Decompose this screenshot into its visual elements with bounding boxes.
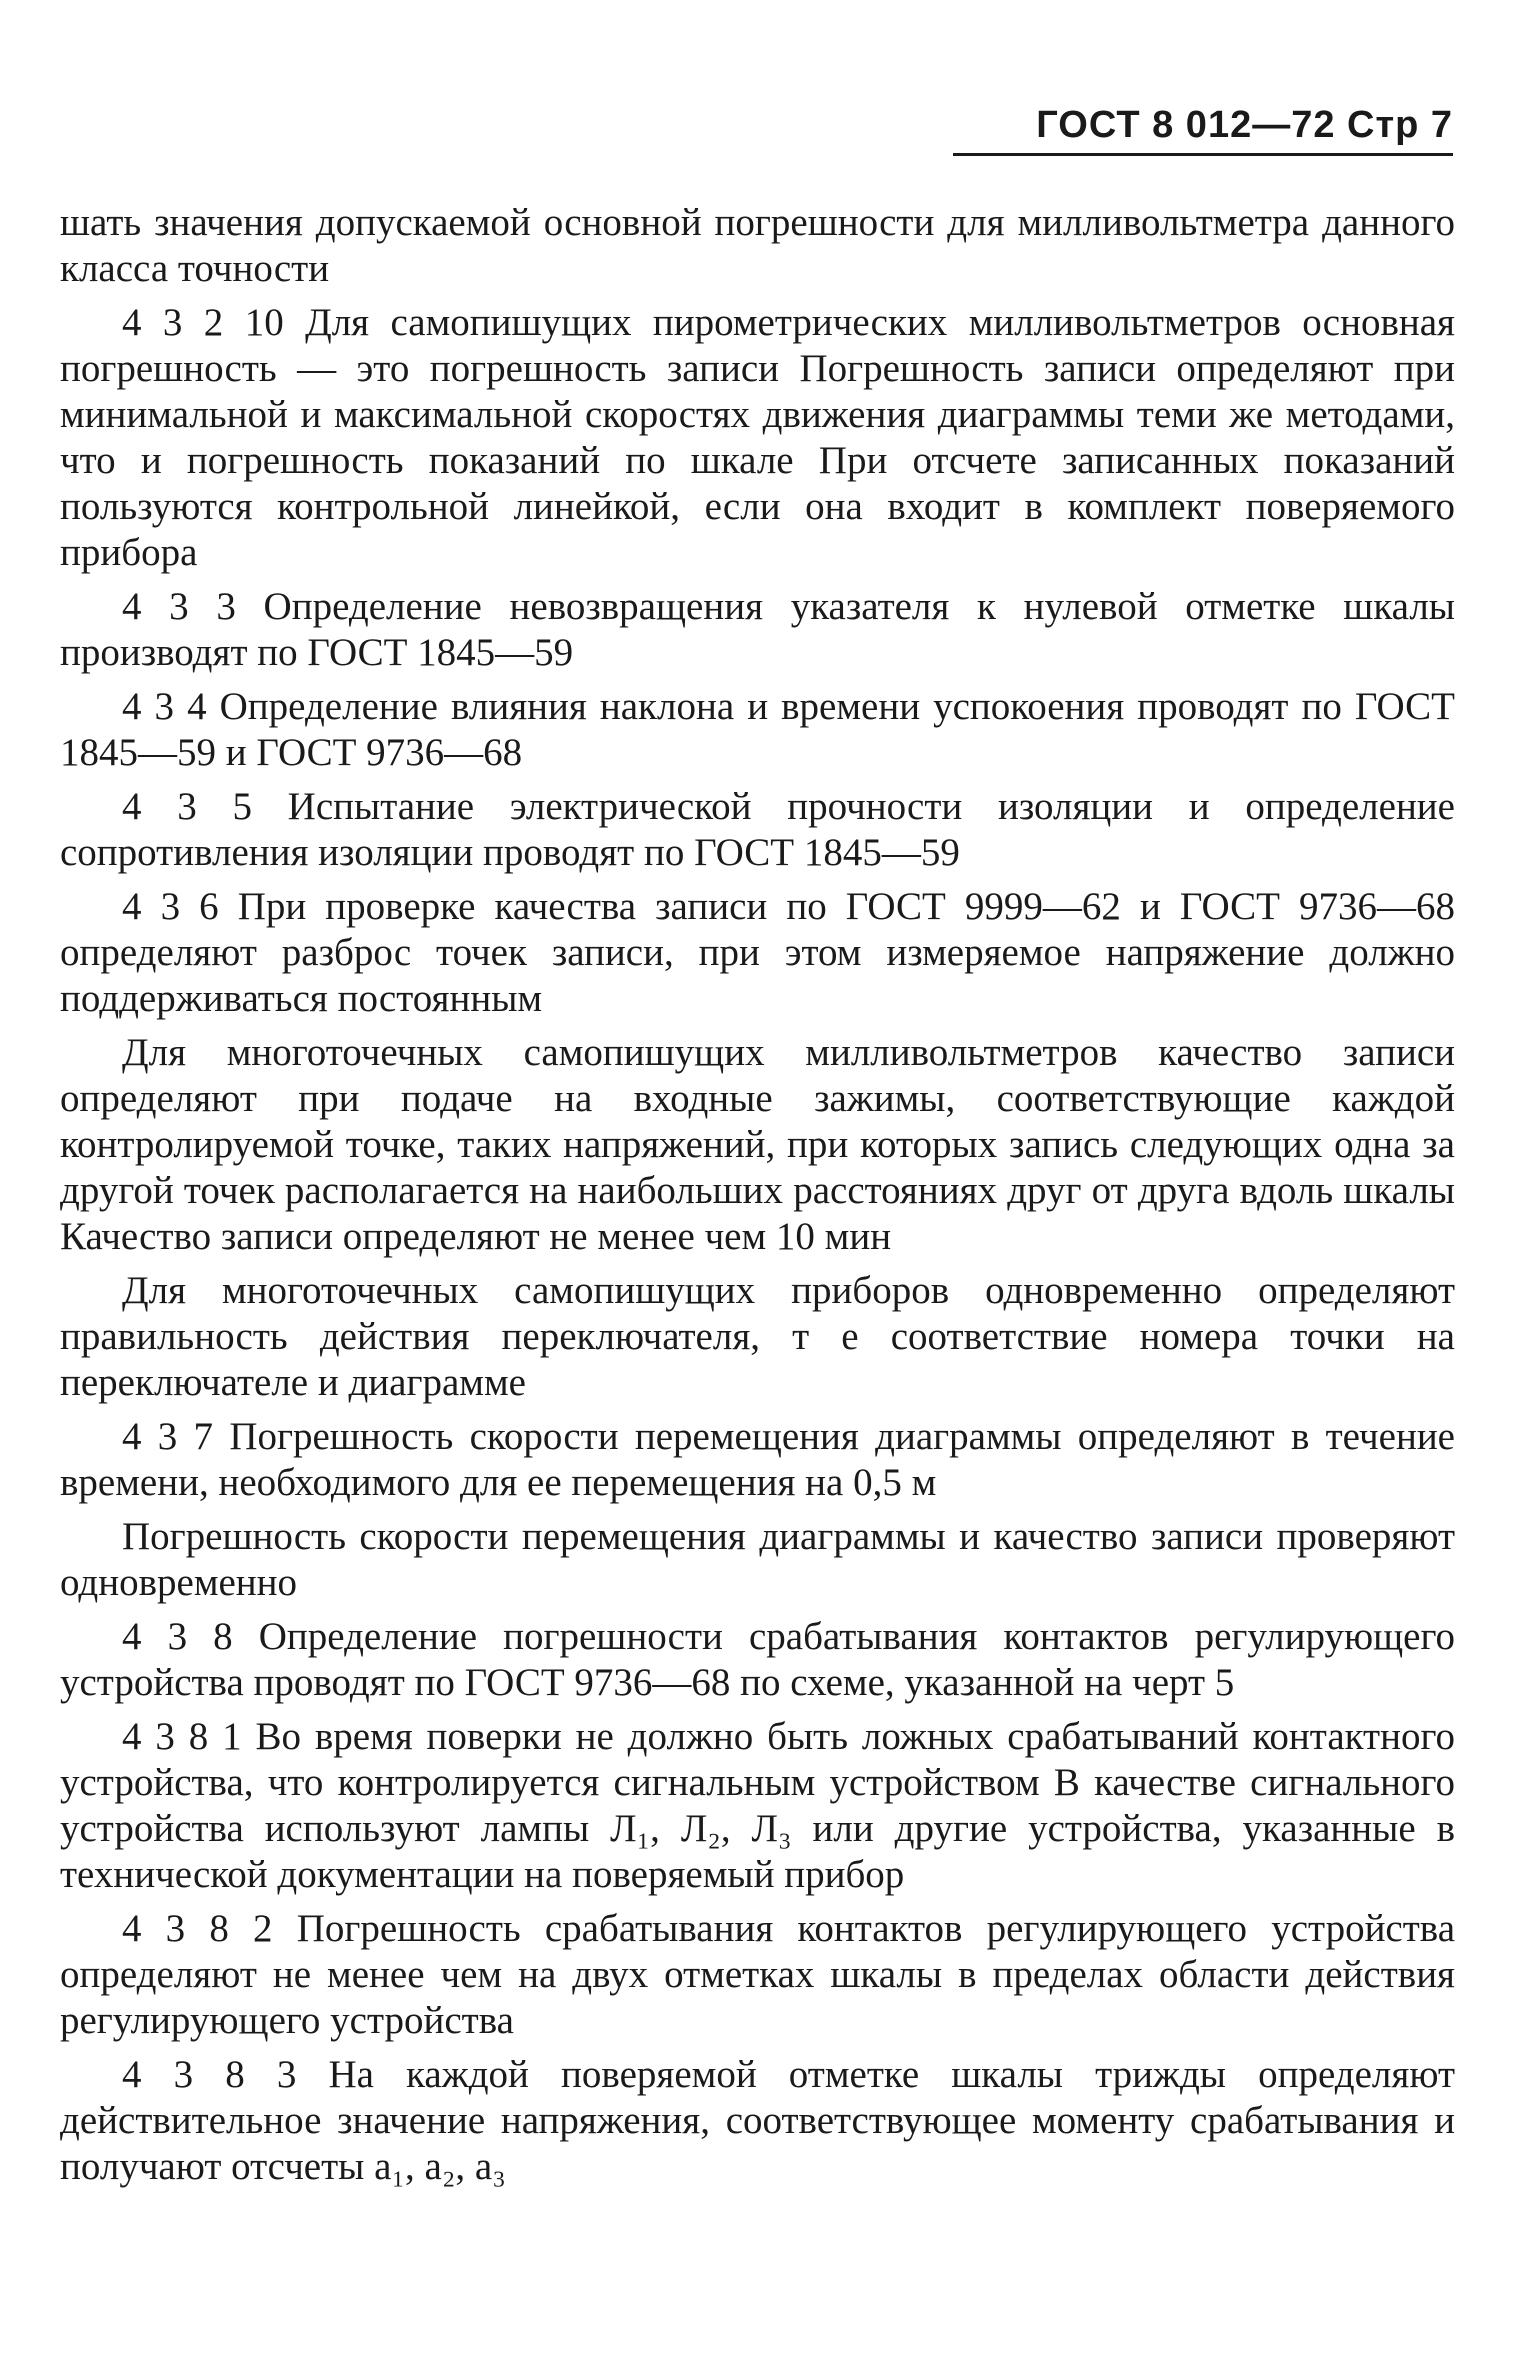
paragraph-continuation: шать значения допускаемой основной погрешности для милливольтметра данного класса точности xyxy=(60,201,1455,290)
paragraph-4-3-8: 4 3 8 Определение погрешности срабатывания контактов регулирующего устройства проводят по ГОСТ 9736—68 по схеме, указанной на черт 5 xyxy=(60,1615,1455,1704)
paragraph-4-3-5: 4 3 5 Испытание электрической прочности изоляции и определение сопротивления изоляции проводят по ГОСТ 1845—59 xyxy=(60,785,1455,874)
paragraph-4-3-4: 4 3 4 Определение влияния наклона и времени успокоения проводят по ГОСТ 1845—59 и ГОСТ 9736—68 xyxy=(60,685,1455,774)
paragraph-4-3-7: 4 3 7 Погрешность скорости перемещения диаграммы определяют в течение времени, необходимого для ее перемещения на 0,5 м xyxy=(60,1415,1455,1504)
document-body xyxy=(60,200,1455,2198)
paragraph-4-3-3: 4 3 3 Определение невозвращения указателя к нулевой отметке шкалы производят по ГОСТ 1845—59 xyxy=(60,585,1455,674)
paragraph-4-3-8-1: 4 3 8 1 Во время поверки не должно быть ложных срабатываний контактного устройства, что контролируется сигнальным устройством В качестве сигнального устройства используют лампы Л₁, Л₂, Л₃ или другие устройства, указанные в технической документации на поверяемый прибор xyxy=(60,1715,1455,1896)
paragraph-4-3-2-10: 4 3 2 10 Для самопишущих пирометрических милливольтметров основная погрешность — это погрешность записи Погрешность записи определяют при минимальной и максимальной скоростях движения диаграммы теми же методами, что и погрешность показаний по шкале При отсчете записанных показаний пользуются контрольной линейкой, если она входит в комплект поверяемого прибора xyxy=(60,301,1455,574)
paragraph-multipoint-recording: Для многоточечных самопишущих милливольтметров качество записи определяют при подаче на входные зажимы, соответствующие каждой контролируемой точке, таких напряжений, при которых запись следующих одна за другой точек располагается на наибольших расстояниях друг от друга вдоль шкалы Качество записи определяют не менее чем 10 мин xyxy=(60,1031,1455,1258)
page-header: ГОСТ 8 012—72 Стр 7 xyxy=(953,104,1453,156)
paragraph-speed-error: Погрешность скорости перемещения диаграммы и качество записи проверяют одновременно xyxy=(60,1515,1455,1604)
paragraph-4-3-8-3: 4 3 8 3 На каждой поверяемой отметке шкалы трижды определяют действительное значение напряжения, соответствующее моменту срабатывания и получают отсчеты a₁, a₂, a₃ xyxy=(60,2053,1455,2188)
paragraph-4-3-8-2: 4 3 8 2 Погрешность срабатывания контактов регулирующего устройства определяют не менее чем на двух отметках шкалы в пределах области действия регулирующего устройства xyxy=(60,1907,1455,2042)
paragraph-multipoint-switch: Для многоточечных самопишущих приборов одновременно определяют правильность действия переключателя, т е соответствие номера точки на переключателе и диаграмме xyxy=(60,1269,1455,1404)
paragraph-4-3-6: 4 3 6 При проверке качества записи по ГОСТ 9999—62 и ГОСТ 9736—68 определяют разброс точек записи, при этом измеряемое напряжение должно поддерживаться постоянным xyxy=(60,885,1455,1020)
